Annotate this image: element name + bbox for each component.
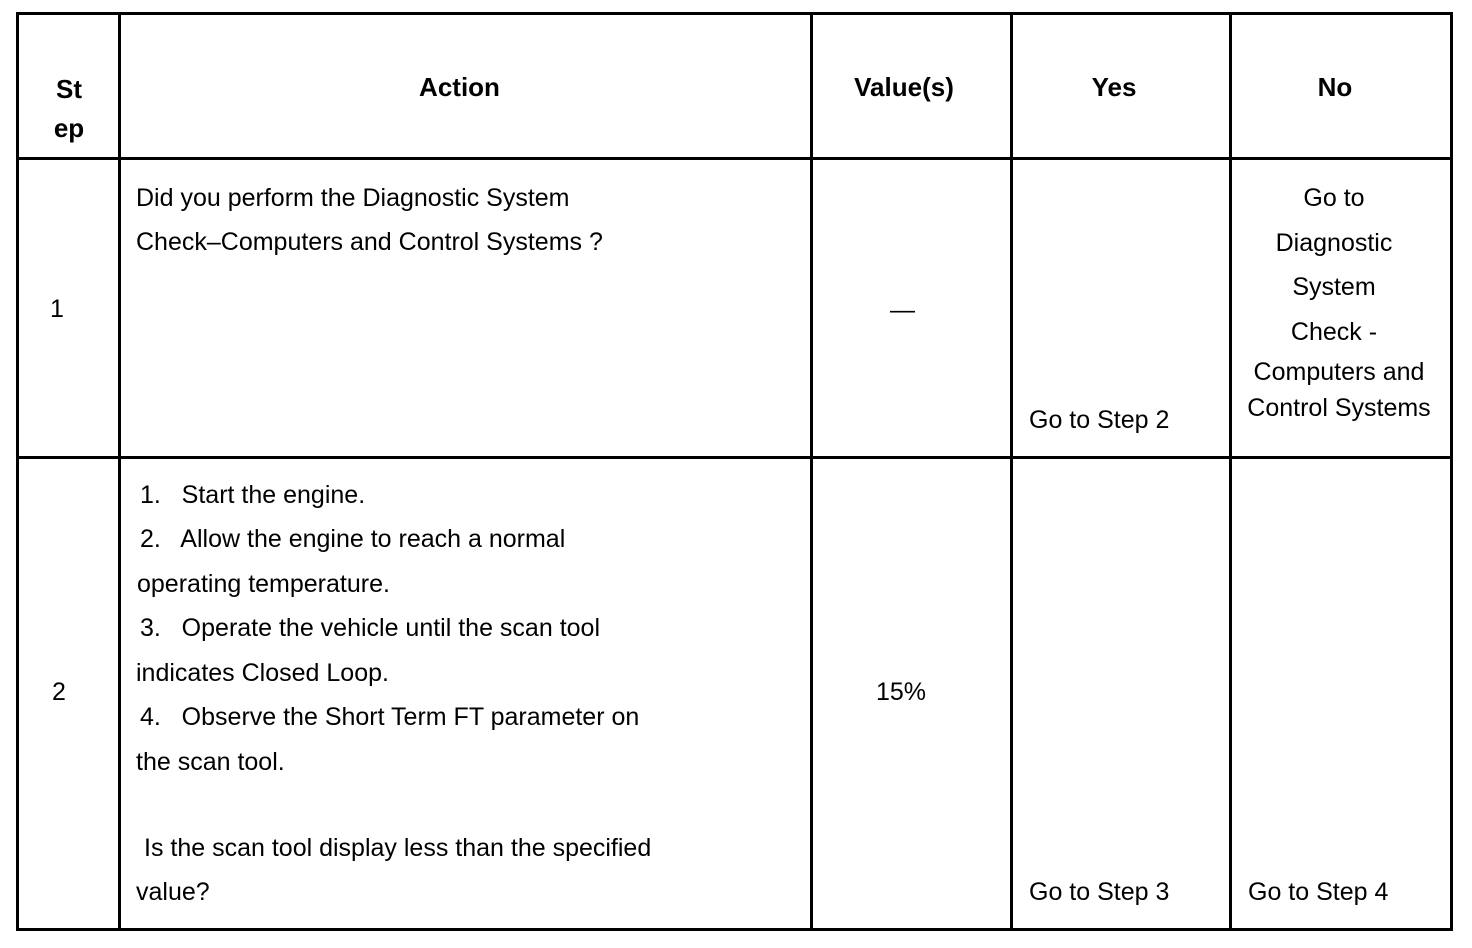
- action-question: value?: [136, 878, 210, 906]
- value-cell: —: [890, 296, 915, 324]
- step-number: 2: [52, 678, 66, 706]
- column-divider-step: [118, 12, 121, 931]
- no-link-line: Go to: [1303, 184, 1365, 212]
- action-line: 4. Observe the Short Term FT parameter on: [140, 703, 640, 731]
- no-link-line: Check -: [1290, 317, 1378, 346]
- column-divider-values: [1010, 12, 1013, 931]
- no-link[interactable]: Go to Step 4: [1248, 878, 1389, 906]
- column-divider-yes: [1229, 12, 1232, 931]
- action-line: Check–Computers and Control Systems ?: [136, 228, 603, 256]
- yes-link[interactable]: Go to Step 3: [1029, 878, 1170, 906]
- header-no: No: [1317, 72, 1353, 102]
- no-link[interactable]: [1236, 176, 1448, 426]
- value-cell: 15%: [876, 678, 927, 706]
- header-values: Value(s): [854, 72, 954, 102]
- action-question: Is the scan tool display less than the specified: [144, 834, 652, 862]
- table-border-bottom: [17, 928, 1453, 931]
- row-divider: [17, 456, 1453, 459]
- action-line: 1. Start the engine.: [140, 481, 366, 509]
- yes-link[interactable]: Go to Step 2: [1029, 406, 1170, 434]
- no-link-line: Control Systems: [1247, 394, 1431, 422]
- action-line: Did you perform the Diagnostic System: [136, 184, 570, 212]
- header-divider: [17, 157, 1453, 160]
- table-border-right: [1450, 12, 1453, 931]
- action-line: 2. Allow the engine to reach a normal: [140, 525, 566, 553]
- header-step-line2: ep: [53, 113, 85, 143]
- action-line: indicates Closed Loop.: [136, 659, 389, 687]
- header-step-line1: St: [56, 74, 82, 104]
- no-link-line: System: [1292, 273, 1376, 301]
- no-link-line: Diagnostic: [1275, 228, 1393, 257]
- header-step: [20, 70, 118, 148]
- column-divider-action: [810, 12, 813, 931]
- step-number: 1: [50, 295, 64, 323]
- header-action: Action: [419, 72, 500, 102]
- header-yes: Yes: [1091, 72, 1137, 102]
- action-line: 3. Operate the vehicle until the scan tool: [140, 614, 600, 642]
- no-link-line: Computers and: [1253, 358, 1425, 386]
- action-line: the scan tool.: [136, 748, 285, 776]
- table-border-left: [16, 12, 19, 931]
- table-border-top: [17, 12, 1453, 15]
- action-line: operating temperature.: [137, 570, 390, 598]
